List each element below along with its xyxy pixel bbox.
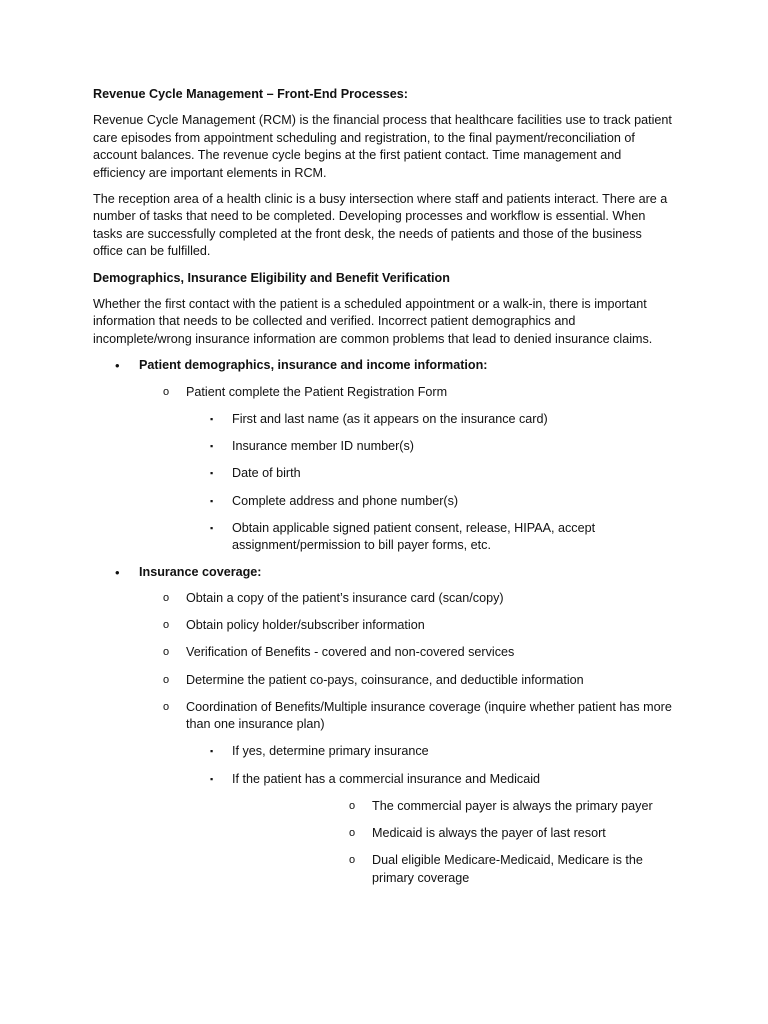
paragraph-rcm-definition: Revenue Cycle Management (RCM) is the financial process that healthcare facilities use to track patient care episodes from appointment scheduling and registration, to the final payment/reconciliation of account balances. The revenue cycle begins at the first patient contact. Time management and efficiency are important elements in RCM. <box>93 113 672 180</box>
demographics-label: Patient demographics, insurance and income information: <box>139 358 488 373</box>
main-list <box>93 357 673 887</box>
list-item: o Dual eligible Medicare-Medicaid, Medicare is the primary coverage <box>349 853 643 885</box>
circle-bullet-icon: o <box>163 619 170 632</box>
circle-bullet-icon: o <box>163 673 170 686</box>
list-item: ▪ Complete address and phone number(s) <box>186 493 673 510</box>
document-title: Revenue Cycle Management – Front-End Processes: <box>93 87 408 101</box>
square-bullet-icon: ▪ <box>210 746 214 757</box>
list-item-coordination-of-benefits: o Coordination of Benefits/Multiple insurance coverage (inquire whether patient has more than one insurance plan) ▪ If yes, determine primary insurance ▪ If the patient has a commercial insurance and Medicaid o The commercial payer is always the primary payer o Medicaid is always the payer of last resort o Dual eligible Medicare-Medicaid, Medicare is the primary coverage <box>139 699 673 887</box>
list-item-demographics <box>93 357 673 554</box>
list-item: o Verification of Benefits - covered and non-covered services <box>139 644 673 661</box>
coverage-label: Insurance coverage: <box>139 564 262 579</box>
list-item-insurance-coverage <box>93 564 673 887</box>
list-item: ▪ First and last name (as it appears on the insurance card) <box>186 411 673 428</box>
bullet-icon: • <box>115 358 120 374</box>
list-item: ▪ Obtain applicable signed patient consent, release, HIPAA, accept assignment/permission to bill payer forms, etc. <box>210 520 596 553</box>
circle-bullet-icon: o <box>163 591 170 604</box>
section-heading: Demographics, Insurance Eligibility and Benefit Verification <box>93 270 450 285</box>
square-bullet-icon: ▪ <box>210 441 214 452</box>
list-item: o Obtain policy holder/subscriber information <box>139 617 673 634</box>
circle-bullet-icon: o <box>349 826 356 839</box>
registration-fields-list <box>186 411 673 555</box>
coverage-sublist <box>139 590 673 887</box>
square-bullet-icon: ▪ <box>210 495 214 506</box>
list-item: o The commercial payer is always the primary payer <box>325 798 673 815</box>
bullet-icon: • <box>115 564 120 580</box>
list-item-registration-form <box>139 384 673 555</box>
list-item: ▪ Insurance member ID number(s) <box>186 438 673 455</box>
square-bullet-icon: ▪ <box>210 773 214 784</box>
paragraph-reception-area: The reception area of a health clinic is a busy intersection where staff and patients interact. There are a number of tasks that need to be completed. Developing processes and workflow is essential. When tasks are successfully completed at the front desk, the needs of patients and those of the business office can be fulfilled. <box>93 192 668 259</box>
list-item: ▪ Date of birth <box>186 465 673 482</box>
circle-bullet-icon: o <box>163 700 170 713</box>
square-bullet-icon: ▪ <box>210 413 214 424</box>
square-bullet-icon: ▪ <box>210 522 214 533</box>
registration-form-text: Patient complete the Patient Registration Form <box>186 384 448 399</box>
list-item-commercial-medicaid: ▪ If the patient has a commercial insurance and Medicaid o The commercial payer is always the primary payer o Medicaid is always the payer of last resort o Dual eligible Medicare-Medicaid, Medicare is the primary coverage <box>186 771 673 887</box>
demographics-sublist <box>139 384 673 555</box>
list-item: ▪ If yes, determine primary insurance <box>186 743 673 760</box>
section-intro: Whether the first contact with the patient is a scheduled appointment or a walk-in, there is important information that needs to be collected and verified. Incorrect patient demographics and incomplete/wrong insurance information are common problems that lead to denied insurance claims. <box>93 297 653 346</box>
circle-bullet-icon: o <box>163 385 170 398</box>
square-bullet-icon: ▪ <box>210 468 214 479</box>
document-page <box>93 86 673 896</box>
list-item: o Medicaid is always the payer of last resort <box>325 825 673 842</box>
commercial-medicaid-sublist <box>325 798 673 887</box>
list-item: o Obtain a copy of the patient’s insurance card (scan/copy) <box>139 590 673 607</box>
cob-sublist <box>186 743 673 887</box>
circle-bullet-icon: o <box>349 854 356 867</box>
circle-bullet-icon: o <box>163 646 170 659</box>
list-item: o Determine the patient co-pays, coinsurance, and deductible information <box>139 672 673 689</box>
circle-bullet-icon: o <box>349 799 356 812</box>
